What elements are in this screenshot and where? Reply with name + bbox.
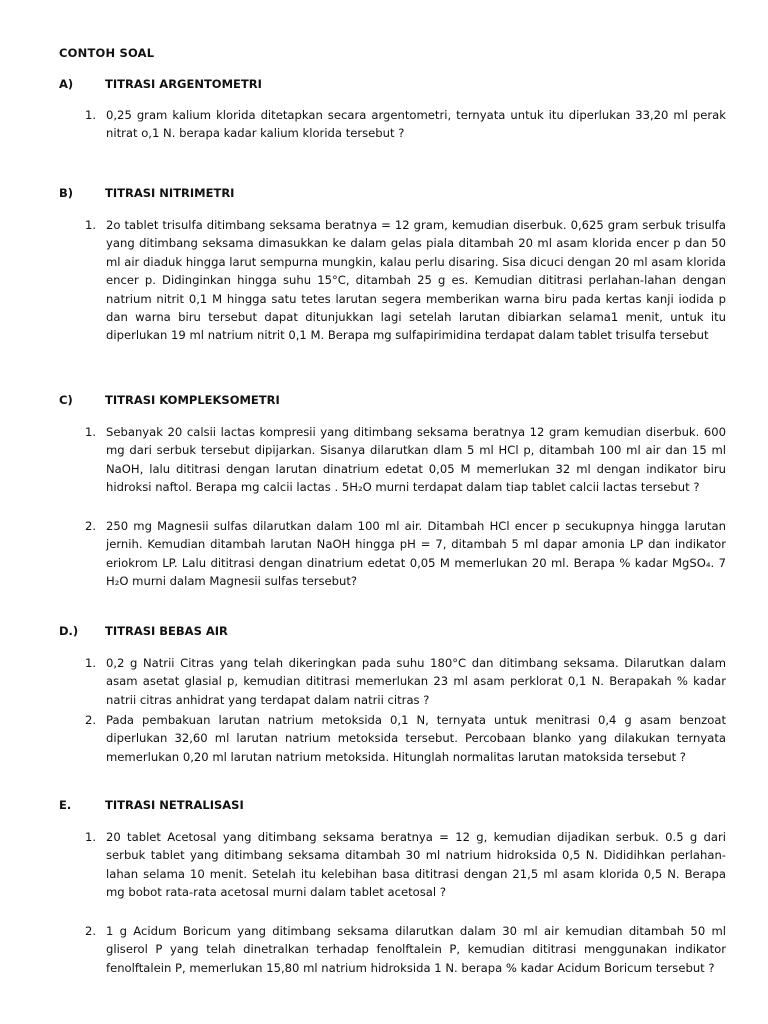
section-kompleksometri [0, 393, 768, 411]
section-title: TITRASI NITRIMETRI [105, 186, 235, 200]
question-text: 250 mg Magnesii sulfas dilarutkan dalam 100 ml air. Ditambah HCl encer p secukupnya hingga larutan jernih. Kemudian ditambah larutan NaOH hingga pH = 7, ditambah 5 ml dapar amonia LP dan indikator eriokrom LP. Lalu dititrasi dengan dinatrium edetat 0,05 M memerlukan 20 ml. Berapa % kadar MgSO₄. 7 H₂O murni dalam Magnesii sulfas tersebut? [106, 519, 726, 589]
question-text: 1 g Acidum Boricum yang ditimbang seksama dilarutkan dalam 30 ml air kemudian ditambah 50 ml gliserol P yang telah dinetralkan terhadap fenolftalein P, kemudian dititrasi menggunakan indikator fenolftalein P, memerlukan 15,80 ml natrium hidroksida 1 N. berapa % kadar Acidum Boricum tersebut ? [106, 924, 726, 975]
section-netralisasi [0, 798, 768, 816]
question-number: 1. [85, 218, 97, 232]
section-letter: C) [59, 393, 73, 407]
question-number: 2. [85, 924, 97, 938]
question-text: Pada pembakuan larutan natrium metoksida 0,1 N, ternyata untuk menitrasi 0,4 g asam benzoat diperlukan 32,60 ml larutan natrium metoksida tersebut. Percobaan blanko yang dilakukan ternyata memerlukan 0,20 ml larutan natrium metoksida. Hitunglah normalitas larutan matoksida tersebut ? [106, 713, 726, 764]
section-nitrimetri [0, 186, 768, 204]
section-letter: E. [59, 798, 72, 812]
question-text: 2o tablet trisulfa ditimbang seksama beratnya = 12 gram, kemudian diserbuk. 0,625 gram serbuk trisulfa yang ditimbang seksama dimasukkan ke dalam gelas piala ditambah 20 ml asam klorida encer p dan 50 ml air diaduk hingga larut sempurna mungkin, kalau perlu disaring. Sisa dicuci dengan 20 ml asam klorida encer p. Didinginkan hingga suhu 15°C, ditambah 25 g es. Kemudian dititrasi perlahan-lahan dengan natrium nitrit 0,1 M hingga satu tetes larutan segera memberikan warna biru pada kertas kanji iodida p dan warna biru tersebut dapat ditunjukkan lagi setelah larutan dibiarkan selama1 menit, untuk itu diperlukan 19 ml natrium nitrit 0,1 M. Berapa mg sulfapirimidina terdapat dalam tablet trisulfa tersebut [106, 218, 726, 343]
section-bebas-air [0, 624, 768, 642]
section-letter: D.) [59, 624, 79, 638]
section-letter: A) [59, 77, 74, 91]
question-number: 1. [85, 830, 97, 844]
page-title: CONTOH SOAL [59, 46, 155, 60]
section-title: TITRASI BEBAS AIR [105, 624, 228, 638]
question-text: Sebanyak 20 calsii lactas kompresii yang ditimbang seksama beratnya 12 gram kemudian diserbuk. 600 mg dari serbuk tersebut dipijarkan. Sisanya dilarutkan dlam 5 ml HCl p, ditambah 100 ml air dan 15 ml NaOH, lalu dititrasi dengan larutan dinatrium edetat 0,05 M memerlukan 32 ml dengan indikator biru hidroksi naftol. Berapa mg calcii lactas . 5H₂O murni terdapat dalam tiap tablet calcii lactas tersebut ? [106, 425, 726, 495]
question-number: 1. [85, 425, 97, 439]
section-argentometri [0, 77, 768, 95]
question-number: 1. [85, 108, 97, 122]
question-number: 1. [85, 656, 97, 670]
question-text: 0,25 gram kalium klorida ditetapkan secara argentometri, ternyata untuk itu diperlukan 33,20 ml perak nitrat o,1 N. berapa kadar kalium klorida tersebut ? [106, 108, 726, 141]
section-title: TITRASI ARGENTOMETRI [105, 77, 262, 91]
section-title: TITRASI NETRALISASI [105, 798, 244, 812]
question-text: 20 tablet Acetosal yang ditimbang seksama beratnya = 12 g, kemudian dijadikan serbuk. 0.5 g dari serbuk tablet yang ditimbang seksama ditambah 30 ml natrium hidroksida 0,5 N. Dididihkan perlahan-lahan selama 10 menit. Setelah itu kelebihan basa dititrasi dengan 21,5 ml asam klorida 0,5 N. Berapa mg bobot rata-rata acetosal murni dalam tablet acetosal ? [106, 830, 726, 900]
question-text: 0,2 g Natrii Citras yang telah dikeringkan pada suhu 180°C dan ditimbang seksama. Dilarutkan dalam asam asetat glasial p, kemudian dititrasi memerlukan 23 ml asam perklorat 0,1 N. Berapakah % kadar natrii citras anhidrat yang terdapat dalam natrii citras ? [106, 656, 726, 707]
question-number: 2. [85, 519, 97, 533]
section-letter: B) [59, 186, 74, 200]
section-title: TITRASI KOMPLEKSOMETRI [105, 393, 280, 407]
question-number: 2. [85, 713, 97, 727]
